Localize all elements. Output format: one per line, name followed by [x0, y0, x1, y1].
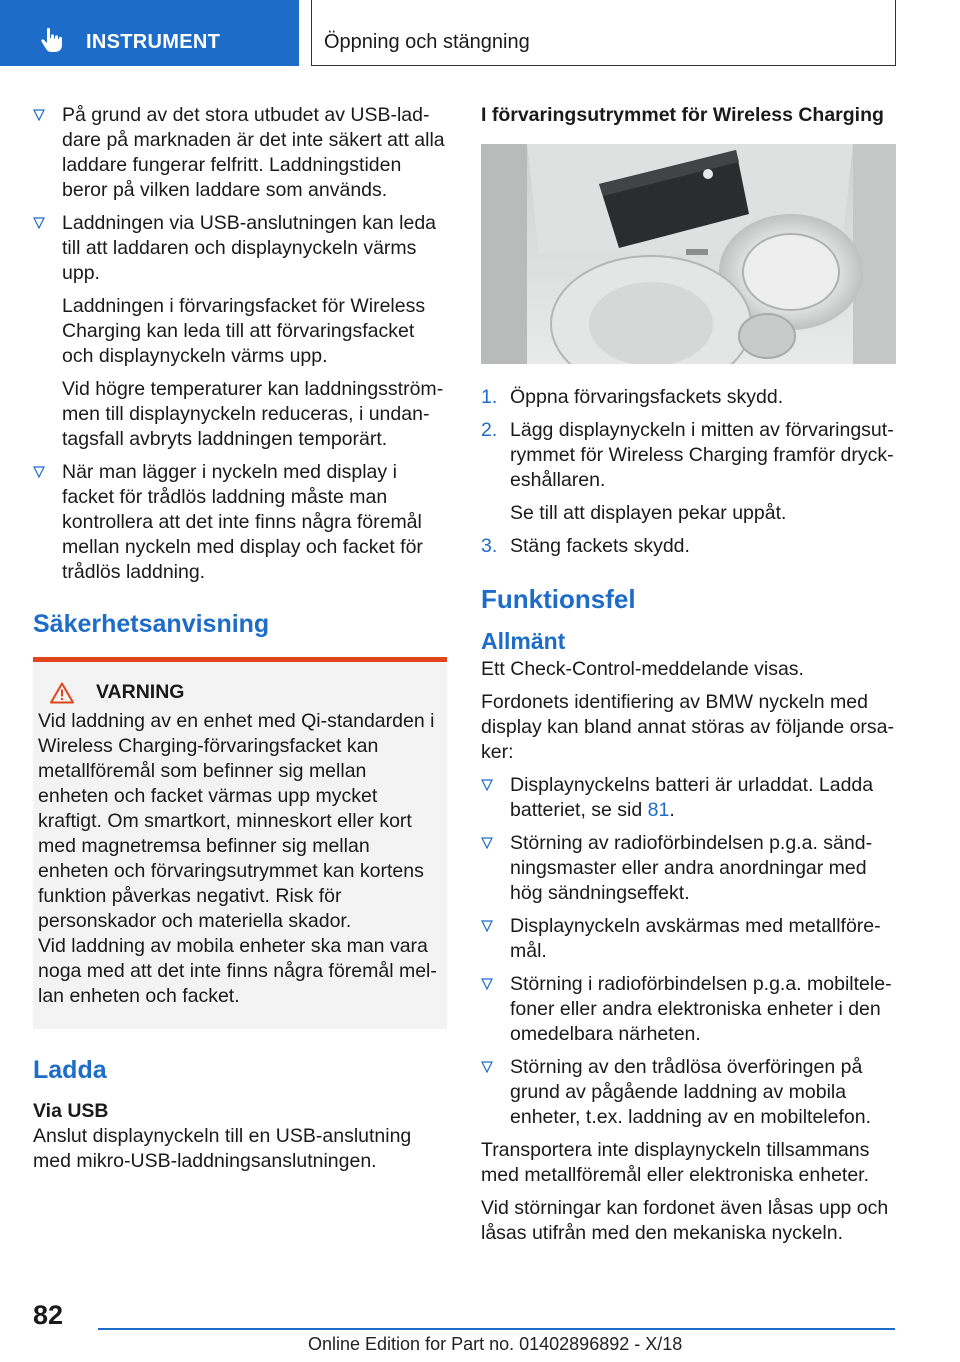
step-text: Stäng fackets skydd.: [510, 535, 690, 557]
list-item-text: Störning i radioförbindelsen p.g.a. mobiltelefoner eller andra elektroniska enheter i den omedelbara närheten.: [510, 973, 892, 1045]
chapter-header: [311, 0, 896, 66]
general-heading: Allmänt: [481, 628, 566, 654]
triangle-bullet-icon: [33, 466, 45, 478]
wireless-charging-tray-image: [481, 144, 896, 364]
list-item: [481, 831, 896, 906]
list-item: Displaynyckelns batteri är urladdat. Ladda batteriet, se sid 81.: [481, 773, 896, 823]
list-item-text: Störning av den trådlösa överföringen på grund av pågående laddning av mobila enheter, t.ex. laddning av en mobiltelefon.: [510, 1056, 871, 1128]
triangle-bullet-icon: [481, 920, 493, 932]
closing-text: Vid störningar kan fordonet även låsas upp och låsas utifrån med den mekaniska nyckeln.: [481, 1197, 889, 1244]
list-item-text: På grund av det stora utbudet av USB-laddare på marknaden är det inte säkert att alla laddare fungerar felfritt. Laddningstiden beror på vilken laddare som används.: [62, 104, 445, 201]
page-number: 82: [33, 1300, 64, 1330]
footer-edition: Online Edition for Part no. 01402896892 - X/18: [308, 1334, 683, 1354]
section-tab[interactable]: [0, 0, 299, 66]
usb-text: Anslut displaynyckeln till en USB-anslutning med mikro-USB-laddningsanslutningen.: [33, 1125, 412, 1172]
step-number: 1.: [481, 386, 498, 408]
list-item: [33, 211, 447, 286]
step-item: [481, 534, 896, 559]
warning-box: [33, 657, 447, 1029]
list-item-text: Displaynyckelns batteri är urladdat. Ladda batteriet, se sid: [510, 774, 874, 821]
warning-text: Vid laddning av mobila enheter ska man vara noga med att det inte finns några föremål mellan enheten och facket.: [38, 935, 437, 1007]
page-link[interactable]: 81: [647, 799, 670, 821]
footer-divider: [98, 1328, 895, 1330]
list-item: [481, 1055, 896, 1130]
general-text: Fordonets identifiering av BMW nyckeln med display kan bland annat störas av följande orsaker:: [481, 691, 895, 763]
step-number: 3.: [481, 535, 498, 557]
step-note: Se till att displayen pekar uppåt.: [510, 502, 787, 524]
list-item-paragraph: Vid högre temperaturer kan laddningsströmmen till displaynyckeln reduceras, i undantagsfall avbryts laddningen temporärt.: [62, 378, 444, 450]
closing-text: Transportera inte displaynyckeln tillsammans med metallföremål eller elektroniska enheter.: [481, 1139, 870, 1186]
warning-title: [38, 680, 437, 705]
wireless-heading: I förvaringsutrymmet för Wireless Charging: [481, 104, 884, 126]
triangle-bullet-icon: [481, 1061, 493, 1073]
chapter-title: Öppning och stängning: [324, 31, 530, 53]
triangle-bullet-icon: [481, 978, 493, 990]
usb-heading: Via USB: [33, 1100, 109, 1122]
step-text: Öppna förvaringsfackets skydd.: [510, 386, 784, 408]
safety-heading: Säkerhetsanvisning: [33, 610, 270, 638]
triangle-bullet-icon: [481, 837, 493, 849]
list-item-text: Störning av radioförbindelsen p.g.a. sändningsmaster eller andra anordningar med hög sändningseffekt.: [510, 832, 873, 904]
section-tab-label: INSTRUMENT: [86, 31, 221, 53]
left-column: [33, 103, 447, 1182]
step-item: [481, 418, 896, 493]
list-item: [481, 914, 896, 964]
step-item: [481, 385, 896, 410]
list-item-text: Laddningen via USB-anslutningen kan leda till att laddaren och displaynyckeln värms upp.: [62, 212, 437, 284]
list-item-text: Displaynyckeln avskärmas med metallföremål.: [510, 915, 881, 962]
right-column: [481, 103, 896, 1254]
list-item-text: När man lägger i nyckeln med display i facket för trådlös laddning måste man kontrollera att det inte finns några föremål mellan nyckeln med display och facket för trådlös laddning.: [62, 461, 423, 583]
ladda-heading: Ladda: [33, 1056, 107, 1084]
list-item: [33, 103, 447, 203]
step-text: Lägg displaynyckeln i mitten av förvaringsutrymmet för Wireless Charging framför dryckeshållaren.: [510, 419, 894, 491]
triangle-bullet-icon: [33, 109, 45, 121]
list-item: [33, 460, 447, 585]
triangle-bullet-icon: [33, 217, 45, 229]
warning-text: Vid laddning av en enhet med Qi-standarden i Wireless Charging-förvaringsfacket kan metallföremål som befinner sig mellan enheten och facket värmas upp mycket kraftigt. Om smartkort, minneskort eller kort med magnetremsa befinner sig mellan enheten och förvaringsutrymmet kan kortens funktion påverkas negativt. Risk för personskador och materiella skador.: [38, 710, 435, 932]
list-item: [481, 972, 896, 1047]
warning-triangle-icon: [50, 682, 74, 704]
fault-heading: Funktionsfel: [481, 584, 636, 614]
general-text: Ett Check-Control-meddelande visas.: [481, 658, 804, 680]
list-item-paragraph: Laddningen i förvaringsfacket för Wireless Charging kan leda till att förvaringsfacket och displaynyckeln värms upp.: [62, 295, 426, 367]
warning-title-text: VARNING: [96, 681, 185, 703]
triangle-bullet-icon: [481, 779, 493, 791]
hand-pointer-icon: [38, 26, 66, 54]
step-number: 2.: [481, 419, 498, 441]
